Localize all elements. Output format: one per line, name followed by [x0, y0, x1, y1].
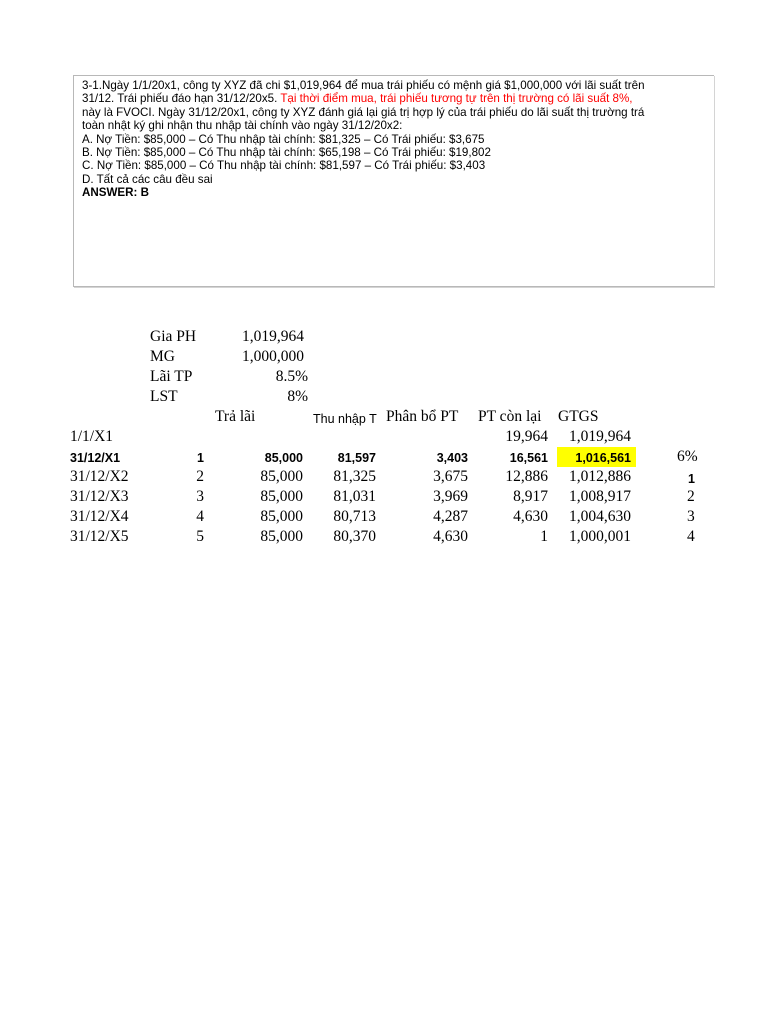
row-date: 31/12/X1: [70, 451, 121, 465]
row-interest: 85,000: [260, 468, 303, 485]
question-line-2-text: 31/12. Trái phiếu đáo hạn 31/12/20x5.: [82, 92, 281, 106]
option-b: B. Nợ Tiền: $85,000 – Có Thu nhập tài chính: $65,198 – Có Trái phiếu: $19,802: [82, 145, 491, 159]
row-period: 1: [197, 451, 204, 465]
row-amort: 3,403: [436, 451, 468, 465]
row-remaining: 8,917: [513, 488, 548, 505]
option-d: D. Tất cả các câu đều sai: [82, 172, 213, 186]
param-label-mg: MG: [150, 348, 175, 365]
row-income: 81,031: [333, 488, 376, 505]
option-a: A. Nợ Tiền: $85,000 – Có Thu nhập tài chính: $81,325 – Có Trái phiếu: $3,675: [82, 132, 485, 146]
row-carrying: 1,016,561: [575, 451, 631, 465]
header-pt-con-lai: PT còn lại: [478, 408, 542, 425]
row-remaining: 12,886: [505, 468, 548, 485]
row-amort: 4,287: [433, 508, 468, 525]
row-income: 81,325: [333, 468, 376, 485]
row-period: 3: [196, 488, 204, 505]
row-extra: 2: [687, 488, 695, 505]
row-amort: 4,630: [433, 528, 468, 545]
row-interest: 85,000: [260, 508, 303, 525]
row-interest: 85,000: [260, 488, 303, 505]
param-value-gia-ph: 1,019,964: [242, 328, 304, 345]
row-extra: 6%: [677, 448, 698, 465]
initial-date: 1/1/X1: [70, 428, 114, 445]
question-line-3: này là FVOCI. Ngày 31/12/20x1, công ty XYZ đánh giá lại giá trị hợp lý của trái phiếu do lãi suất thị trường trá: [82, 105, 645, 119]
question-line-2-red: Tại thời điểm mua, trái phiếu tương tự trên thị trường có lãi suất 8%,: [280, 92, 633, 106]
header-gtgs: GTGS: [558, 408, 599, 425]
row-extra: 4: [687, 528, 695, 545]
row-income: 80,370: [333, 528, 376, 545]
param-value-lai-tp: 8.5%: [275, 368, 308, 385]
row-amort: 3,969: [433, 488, 468, 505]
row-extra: 3: [687, 508, 695, 525]
row-income: 80,713: [333, 508, 376, 525]
initial-gtgs: 1,019,964: [569, 428, 631, 445]
row-remaining: 16,561: [509, 451, 548, 465]
row-remaining: 4,630: [513, 508, 548, 525]
header-phan-bo: Phân bổ PT: [386, 408, 459, 425]
initial-pt-con-lai: 19,964: [505, 428, 548, 445]
row-period: 2: [196, 468, 204, 485]
header-thu-nhap: Thu nhập T: [313, 412, 377, 426]
row-period: 5: [196, 528, 204, 545]
param-label-lst: LST: [150, 388, 178, 405]
row-date: 31/12/X2: [70, 468, 129, 485]
row-income: 81,597: [337, 451, 376, 465]
row-carrying: 1,008,917: [569, 488, 631, 505]
row-carrying: 1,000,001: [569, 528, 631, 545]
row-carrying: 1,012,886: [569, 468, 631, 485]
question-line-2: [82, 92, 714, 105]
row-extra: 1: [688, 472, 695, 486]
param-value-mg: 1,000,000: [242, 348, 304, 365]
param-value-lst: 8%: [287, 388, 308, 405]
row-remaining: 1: [540, 528, 548, 545]
row-date: 31/12/X4: [70, 508, 129, 525]
param-label-gia-ph: Gia PH: [150, 328, 197, 345]
row-date: 31/12/X5: [70, 528, 129, 545]
row-interest: 85,000: [260, 528, 303, 545]
option-c: C. Nợ Tiền: $85,000 – Có Thu nhập tài chính: $81,597 – Có Trái phiếu: $3,403: [82, 159, 486, 173]
question-line-4: toàn nhật ký ghi nhận thu nhập tài chính vào ngày 31/12/20x2:: [82, 119, 403, 133]
header-tra-lai: Trả lãi: [215, 408, 256, 425]
answer-line: ANSWER: B: [82, 186, 149, 200]
param-label-lai-tp: Lãi TP: [150, 368, 193, 385]
row-interest: 85,000: [264, 451, 303, 465]
row-carrying: 1,004,630: [569, 508, 631, 525]
question-textbox: [73, 75, 714, 287]
row-period: 4: [196, 508, 204, 525]
row-date: 31/12/X3: [70, 488, 129, 505]
question-line-1: 3-1.Ngày 1/1/20x1, công ty XYZ đã chi $1,019,964 để mua trái phiếu có mệnh giá $1,000,000 với lãi suất trên: [82, 79, 645, 92]
row-amort: 3,675: [433, 468, 468, 485]
